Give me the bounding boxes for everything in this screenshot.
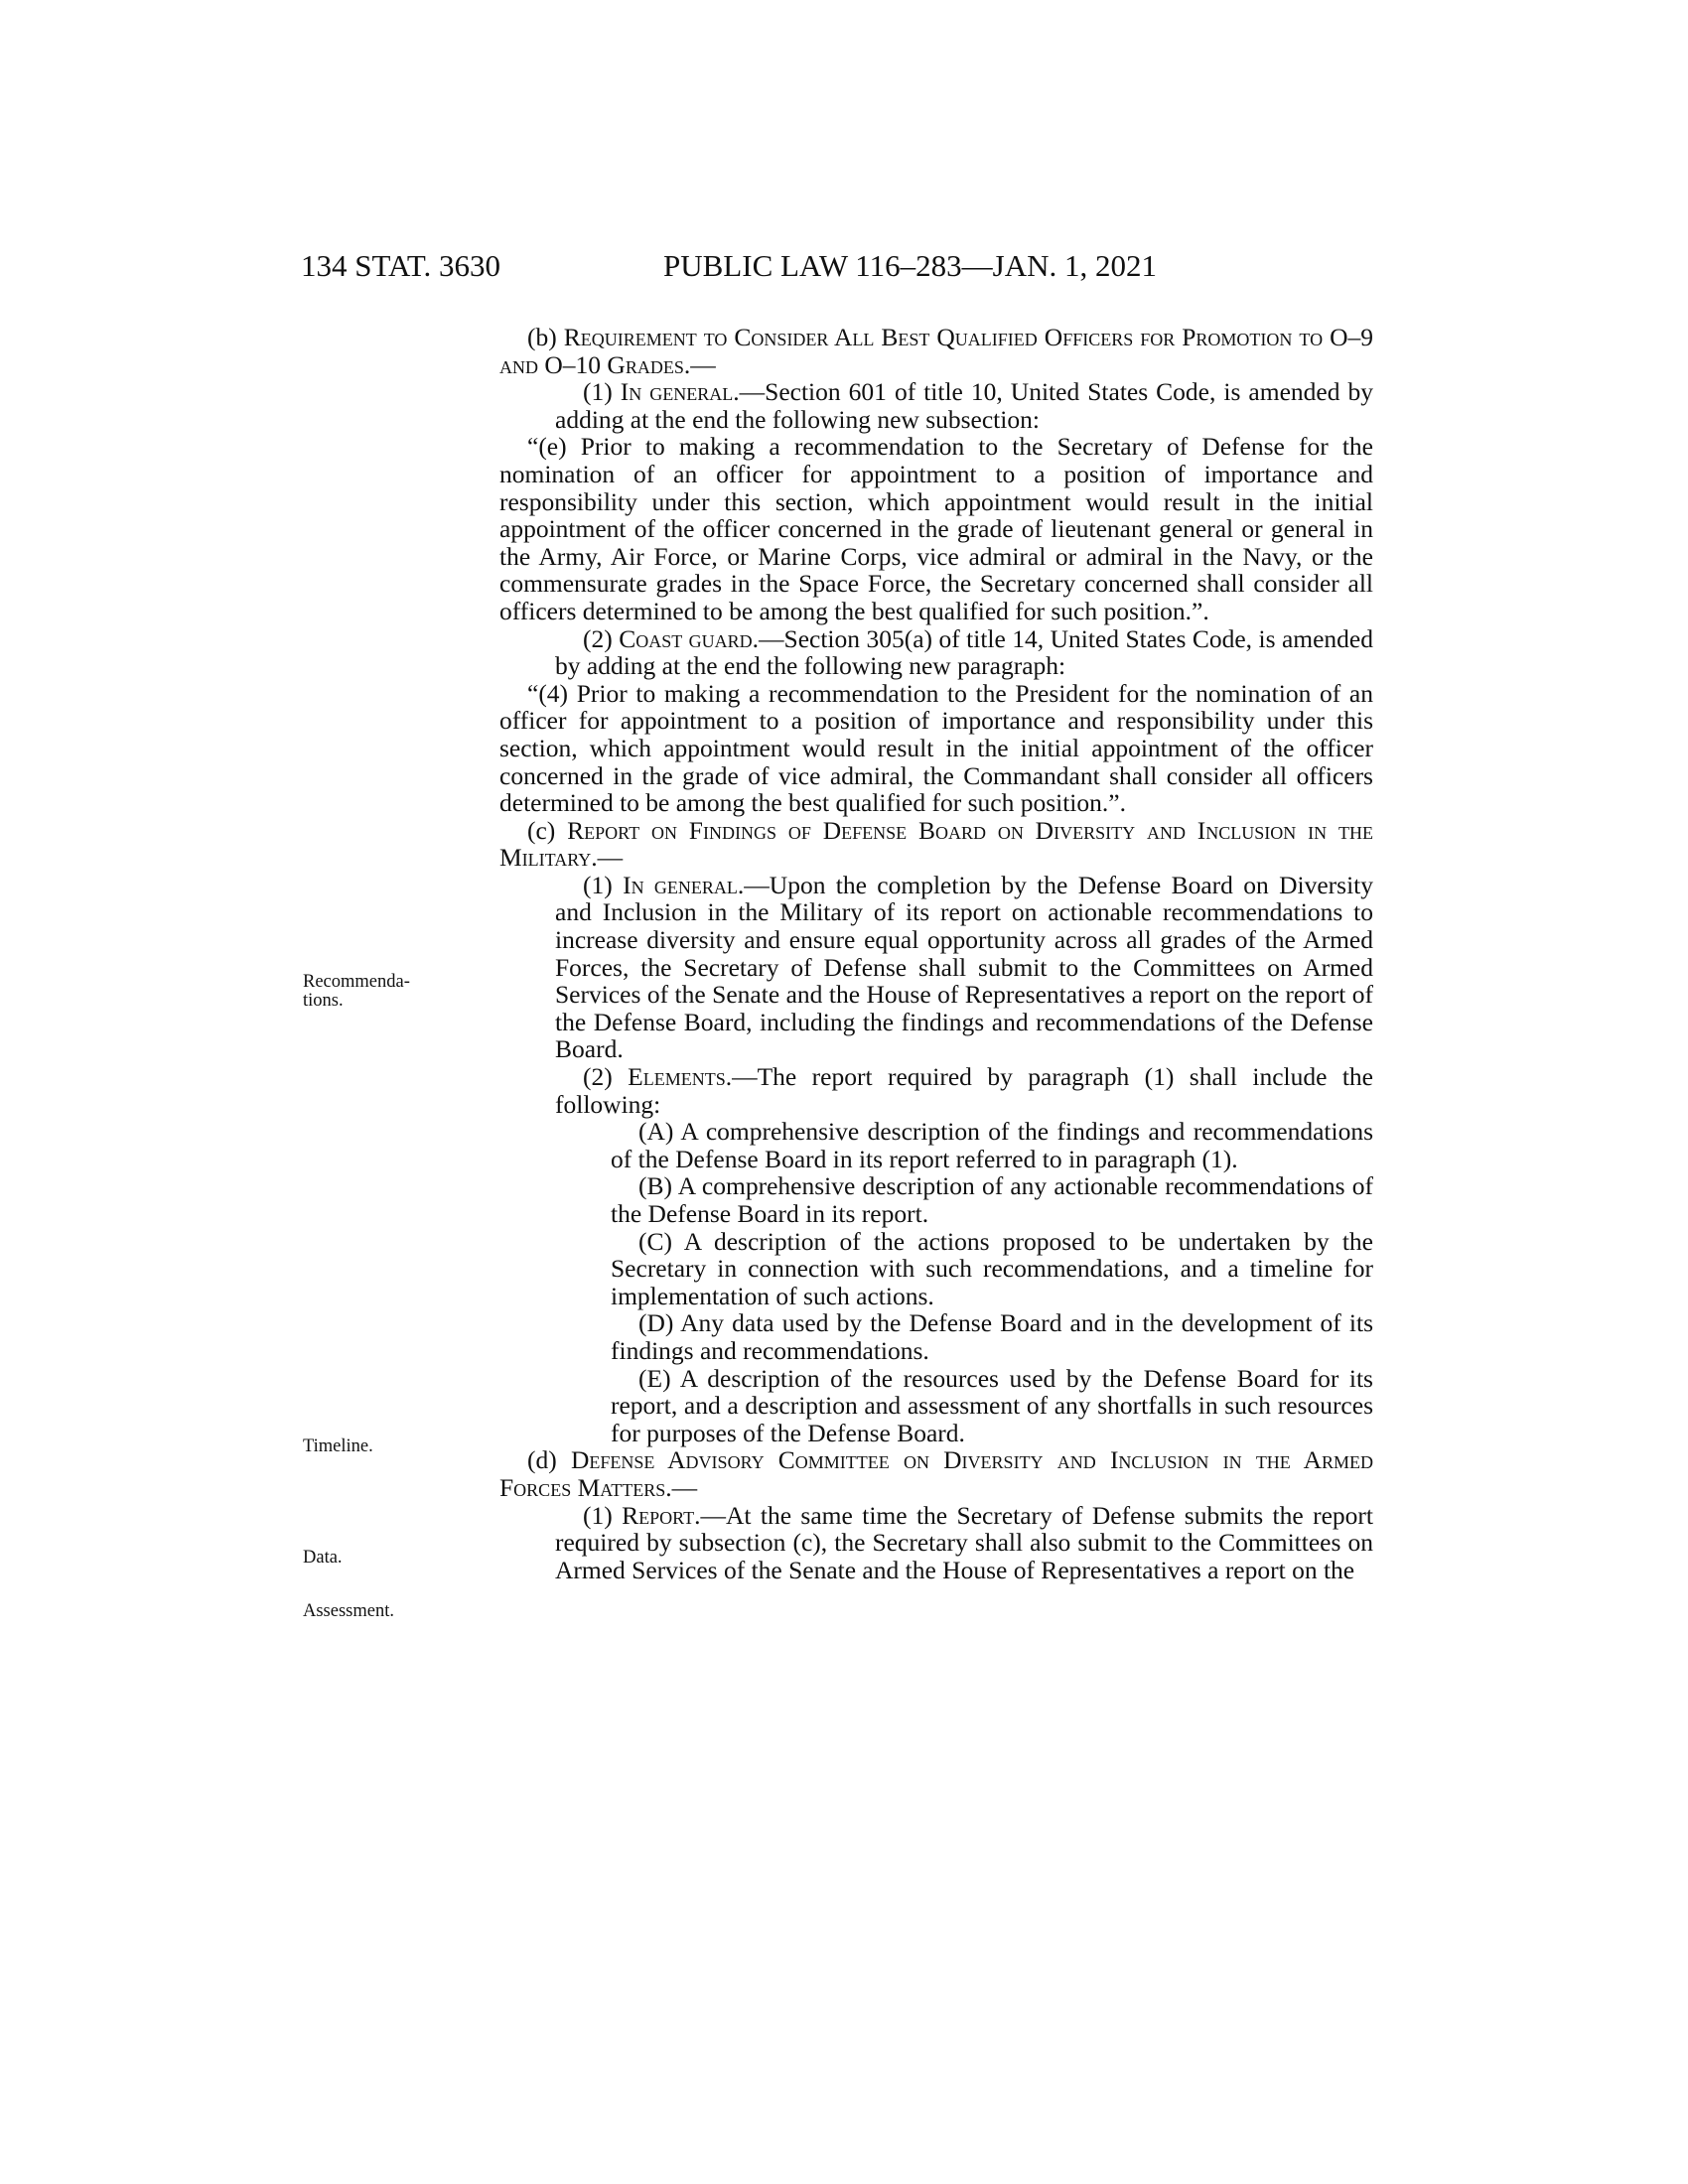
subparagraph-D: (D) Any data used by the Defense Board and in the development of its findings and recommendations. [611, 1308, 1373, 1365]
statute-body [499, 324, 1373, 1583]
paragraph-c1: (1) In general.—Upon the completion by the Defense Board on Diversity and Inclusion in the Military of its report on actionable recommendations to increase diversity and ensure equal opportunity across all grades of the Armed Forces, the Secretary of Defense shall submit to the Committees on Armed Services of the Senate and the House of Representatives a report on the report of the Defense Board, including the findings and recommendations of the Defense Board. [555, 870, 1374, 1064]
statute-page-number: 134 STAT. 3630 [301, 248, 501, 283]
margin-note-assessment: Assessment. [303, 1601, 394, 1621]
quoted-subsection-e: “(e) Prior to making a recommendation to the Secretary of Defense for the nomination of an officer for appointment to a position of importance and responsibility under this section, which appointment would result in the initial appointment of the officer concerned in the grade of lieutenant general or general in the Army, Air Force, or Marine Corps, vice admiral or admiral in the Navy, or the commensurate grades in the Space Force, the Secretary concerned shall consider all officers determined to be among the best qualified for such position.”. [499, 432, 1373, 625]
public-law-title: PUBLIC LAW 116–283—JAN. 1, 2021 [663, 248, 1157, 283]
paragraph-b2: (2) Coast guard.—Section 305(a) of title 14, United States Code, is amended by adding at the end the following new paragraph: [555, 623, 1373, 681]
quoted-paragraph-4: “(4) Prior to making a recommendation to the President for the nomination of an officer for appointment to a position of importance and responsibility under this section, which appointment would result in the initial appointment of the officer concerned in the grade of vice admiral, the Commandant shall consider all officers determined to be among the best qualified for such position.”. [499, 678, 1373, 818]
paragraph-b1: (1) In general.—Section 601 of title 10, United States Code, is amended by adding at the end the following new subsection: [555, 377, 1374, 434]
subsection-c-heading: (c) Report on Findings of Defense Board on Diversity and Inclusion in the Military.— [499, 815, 1373, 873]
subparagraph-E: (E) A description of the resources used by the Defense Board for its report, and a description and assessment of any shortfalls in such resources for purposes of the Defense Board. [611, 1363, 1373, 1447]
subparagraph-B: (B) A comprehensive description of any actionable recommendations of the Defense Board in its report. [611, 1171, 1373, 1228]
page-header [0, 248, 1688, 288]
subparagraph-A: (A) A comprehensive description of the findings and recommendations of the Defense Board in its report referred to in paragraph (1). [611, 1117, 1373, 1173]
subparagraph-C: (C) A description of the actions proposed to be undertaken by the Secretary in connection with such recommendations, and a timeline for implementation of such actions. [611, 1226, 1373, 1310]
subsection-d-heading: (d) Defense Advisory Committee on Diversity and Inclusion in the Armed Forces Matters.— [499, 1445, 1374, 1502]
paragraph-d1: (1) Report.—At the same time the Secretary of Defense submits the report required by subsection (c), the Secretary shall also submit to the Committees on Armed Services of the Senate and the House of Representatives a report on the [555, 1500, 1374, 1584]
margin-note-timeline: Timeline. [303, 1436, 373, 1456]
margin-note-data: Data. [303, 1548, 343, 1568]
subsection-b-heading: (b) Requirement to Consider All Best Qualified Officers for Promotion to O–9 and O–10 Grades.— [499, 323, 1373, 379]
paragraph-c2: (2) Elements.—The report required by paragraph (1) shall include the following: [555, 1062, 1373, 1119]
margin-note-recommendations: Recommenda- tions. [303, 972, 410, 1011]
